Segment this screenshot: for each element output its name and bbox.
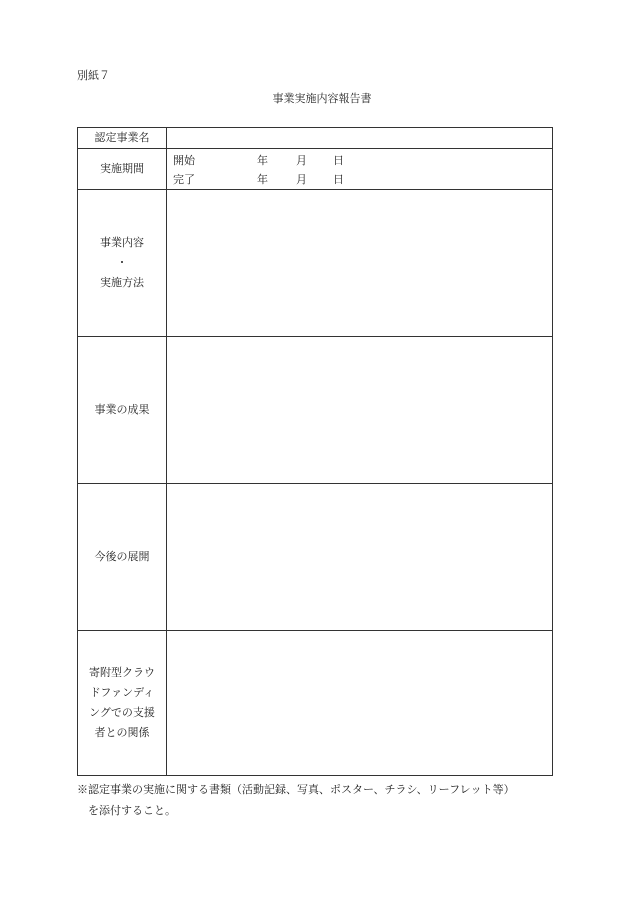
row-relation bbox=[78, 631, 553, 776]
row-period bbox=[78, 149, 553, 190]
results-label: 事業の成果 bbox=[78, 337, 167, 484]
relation-label-line-3: ングでの支援 bbox=[89, 706, 155, 719]
period-end-line bbox=[173, 170, 552, 189]
content-label-line-2: ・ bbox=[116, 256, 128, 269]
content-label-line-3: 実施方法 bbox=[100, 276, 144, 289]
period-end-label: 完了 bbox=[173, 173, 195, 186]
document-title: 事業実施内容報告書 bbox=[272, 92, 372, 105]
attachment-note bbox=[77, 779, 567, 821]
report-table bbox=[77, 127, 553, 776]
row-content bbox=[78, 190, 553, 337]
note-line-1: ※認定事業の実施に関する書類（活動記録、写真、ポスター、チラシ、リーフレット等） bbox=[77, 783, 515, 796]
period-start-month-unit: 月 bbox=[296, 154, 307, 167]
period-label: 実施期間 bbox=[78, 149, 167, 190]
period-start-day-unit: 日 bbox=[333, 154, 344, 167]
relation-label-line-1: 寄附型クラウ bbox=[89, 666, 155, 679]
row-project-name bbox=[78, 128, 553, 149]
relation-field[interactable] bbox=[167, 631, 553, 776]
content-label bbox=[78, 190, 167, 337]
period-start-line bbox=[173, 151, 552, 170]
future-label: 今後の展開 bbox=[78, 484, 167, 631]
relation-label-line-4: 者との関係 bbox=[94, 726, 150, 739]
relation-label bbox=[78, 631, 167, 776]
row-future bbox=[78, 484, 553, 631]
content-label-line-1: 事業内容 bbox=[100, 236, 144, 249]
row-results bbox=[78, 337, 553, 484]
period-field[interactable] bbox=[167, 149, 553, 190]
period-start-year-unit: 年 bbox=[257, 154, 268, 167]
relation-label-line-2: ドファンディ bbox=[89, 686, 155, 699]
attachment-label: 別紙７ bbox=[77, 69, 110, 82]
future-field[interactable] bbox=[167, 484, 553, 631]
period-end-month-unit: 月 bbox=[296, 173, 307, 186]
period-end-day-unit: 日 bbox=[333, 173, 344, 186]
project-name-label: 認定事業名 bbox=[78, 128, 167, 149]
note-line-2: を添付すること。 bbox=[88, 804, 176, 817]
content-field[interactable] bbox=[167, 190, 553, 337]
period-end-year-unit: 年 bbox=[257, 173, 268, 186]
results-field[interactable] bbox=[167, 337, 553, 484]
period-start-label: 開始 bbox=[173, 154, 195, 167]
project-name-field[interactable] bbox=[167, 128, 553, 149]
